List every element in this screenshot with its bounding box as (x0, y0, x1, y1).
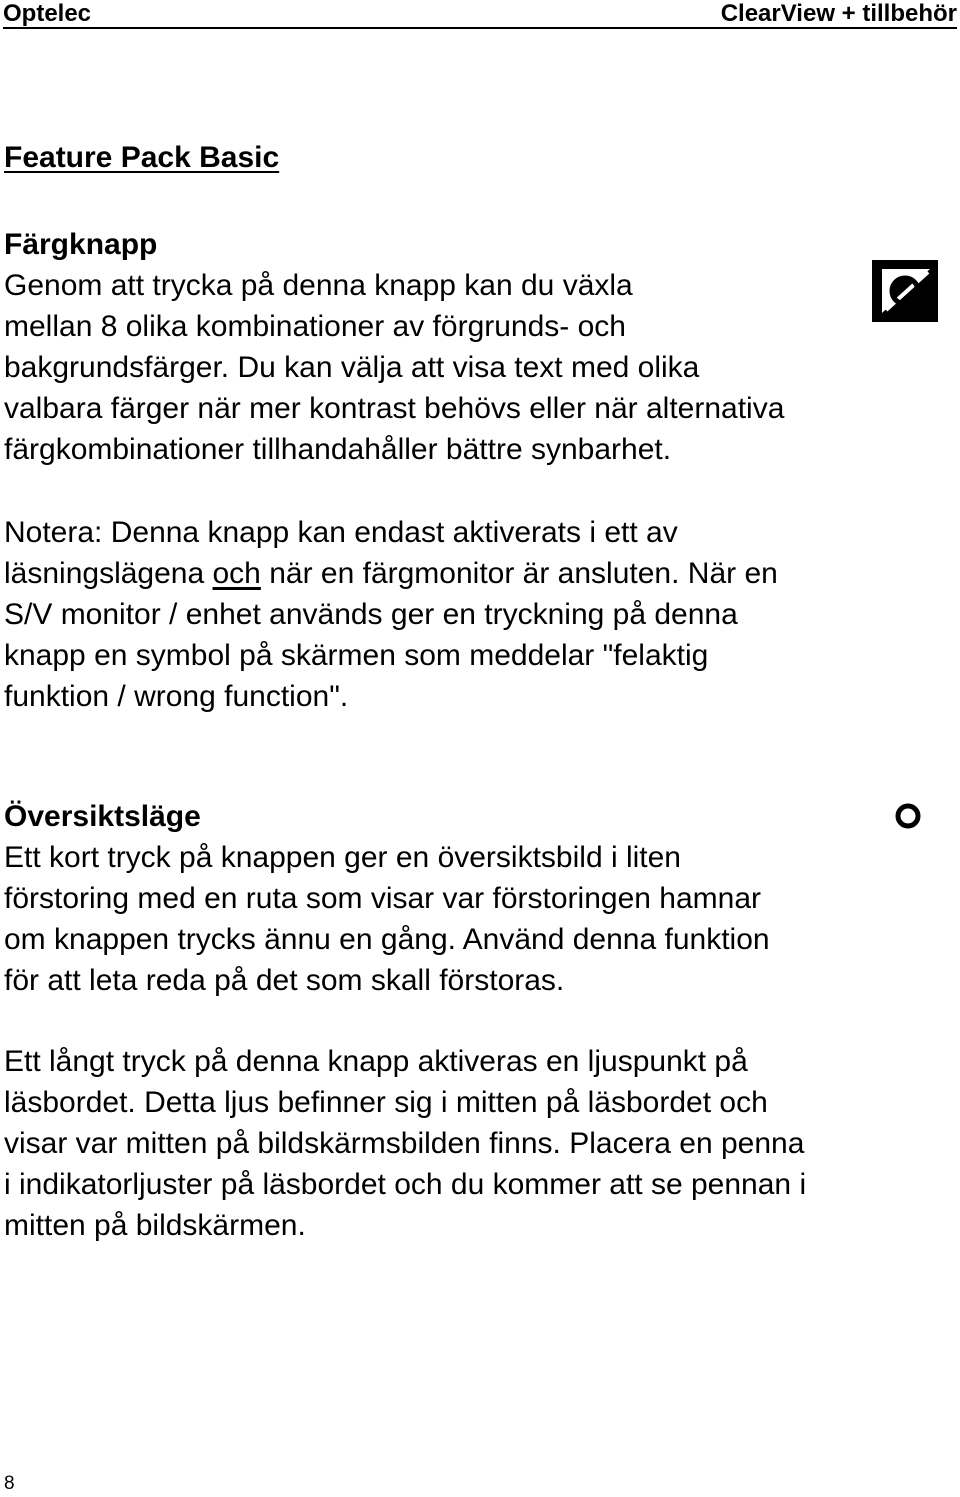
text-line: läsbordet. Detta ljus befinner sig i mitten på läsbordet och (4, 1086, 768, 1119)
text-line: färgkombinationer tillhandahåller bättre synbarhet. (4, 433, 672, 466)
text-line: funktion / wrong function". (4, 680, 349, 713)
text-line: om knappen trycks ännu en gång. Använd denna funktion (4, 923, 770, 956)
text-fragment: när en färgmonitor är ansluten. När en (260, 557, 778, 590)
text-line: visar var mitten på bildskärmsbilden finns. Placera en penna (4, 1127, 805, 1160)
text-line: S/V monitor / enhet används ger en tryckning på denna (4, 598, 738, 631)
color-button-heading: Färgknapp (4, 228, 158, 261)
header-brand: Optelec (3, 0, 92, 27)
text-line: för att leta reda på det som skall förstoras. (4, 964, 565, 997)
page-number: 8 (4, 1473, 15, 1494)
overview-mode-long-press (4, 1041, 806, 1246)
text-line: Notera: Denna knapp kan endast aktiverats i ett av (4, 516, 678, 549)
text-line: Ett kort tryck på knappen ger en översiktsbild i liten (4, 841, 681, 874)
underlined-word: och (212, 557, 261, 590)
text-line: Ett långt tryck på denna knapp aktiveras en ljuspunkt på (4, 1045, 748, 1078)
color-button-note (4, 512, 778, 717)
text-line: mitten på bildskärmen. (4, 1209, 306, 1242)
text-line: förstoring med en ruta som visar var förstoringen hamnar (4, 882, 761, 915)
overview-mode-description (4, 837, 770, 1001)
overview-mode-heading: Översiktsläge (4, 800, 201, 833)
color-button-description (4, 265, 784, 470)
header-product: ClearView + tillbehör (720, 0, 957, 27)
color-button-icon (872, 260, 938, 322)
text-fragment: läsningslägena (4, 557, 213, 590)
text-line: bakgrundsfärger. Du kan välja att visa text med olika (4, 351, 700, 384)
text-line: i indikatorljuster på läsbordet och du kommer att se pennan i (4, 1168, 807, 1201)
text-line: mellan 8 olika kombinationer av förgrunds- och (4, 310, 626, 343)
overview-circle-icon (894, 802, 922, 830)
text-line: Genom att trycka på denna knapp kan du växla (4, 269, 633, 302)
page-title: Feature Pack Basic (4, 141, 280, 174)
page-header (3, 0, 957, 29)
text-line (4, 553, 778, 594)
text-line: valbara färger när mer kontrast behövs eller när alternativa (4, 392, 785, 425)
text-line: knapp en symbol på skärmen som meddelar "felaktig (4, 639, 709, 672)
